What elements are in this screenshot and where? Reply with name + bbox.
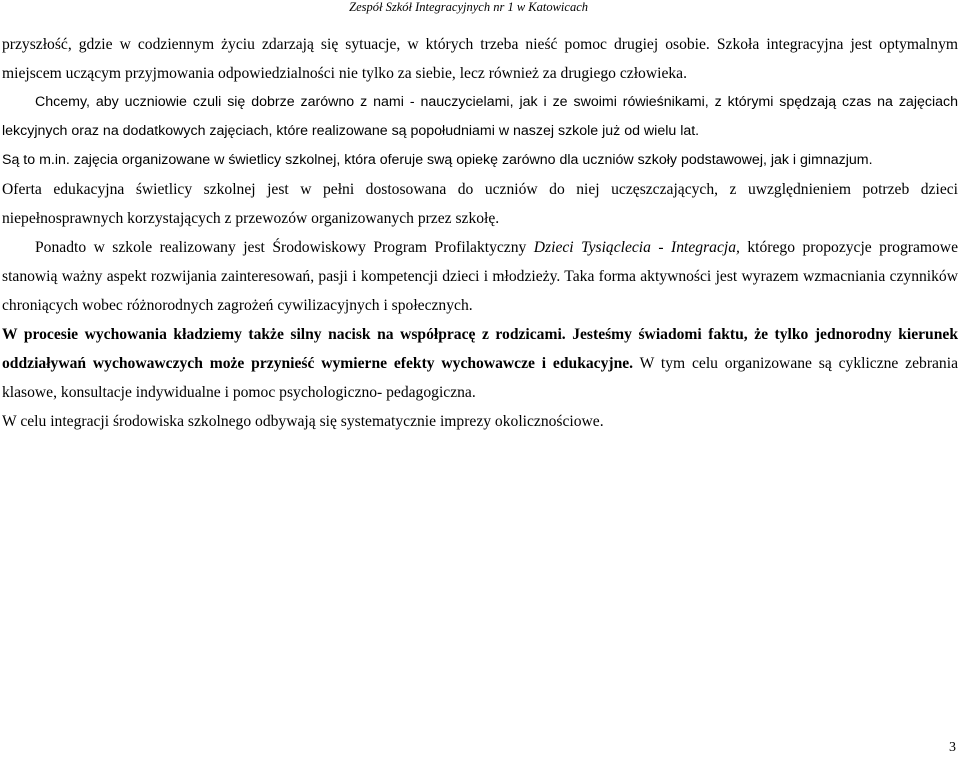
paragraph-students-wellbeing: Chcemy, aby uczniowie czuli się dobrze zarówno z nami - nauczycielami, jak i ze swoimi rówieśnikami, z którymi spędzają czas na zajęciach lekcyjnych oraz na dodatkowych zajęciach, które realizowane są popołudniami w naszej szkole już od wielu lat. [2,94,958,139]
prevention-program-text-start: Ponadto w szkole realizowany jest Środowiskowy Program Profilaktyczny [35,239,534,256]
paragraph-school-events: W celu integracji środowiska szkolnego odbywają się systematycznie imprezy okolicznościowe. [2,413,604,430]
parent-cooperation-emphasis: W procesie wychowania kładziemy także silny nacisk na współpracę z rodzicami. Jesteśmy świadomi faktu, że tylko jednorodny kierunek oddziaływań wychowawczych może przynieść wymierne efekty wychowawcze i edukacyjne. [2,326,958,372]
prevention-program-title: Dzieci Tysiąclecia - Integracja, [533,239,740,256]
parent-cooperation-details: W tym celu organizowane są cykliczne zebrania klasowe, konsultacje indywidualne i pomoc psychologiczno- pedagogiczna. [2,355,958,401]
running-header [0,0,960,14]
paragraph-parent-cooperation [2,320,958,407]
prevention-program-text-end: którego propozycje programowe stanowią ważny aspekt rozwijania zainteresowań, pasji i kompetencji dzieci i młodzieży. Taka forma aktywności jest wyrazem wzmacniania czynników chroniących wobec różnorodnych zagrożeń cywilizacyjnych i społecznych. [2,239,958,314]
paragraph-prevention-program [2,233,958,320]
paragraph-responsibility: przyszłość, gdzie w codziennym życiu zdarzają się sytuacje, w których trzeba nieść pomoc drugiej osobie. Szkoła integracyjna jest optymalnym miejscem uczącym przyjmowania odpowiedzialności nie tylko za siebie, lecz również za drugiego człowieka. [2,36,958,82]
document-body [2,30,958,436]
paragraph-common-room-offer: Oferta edukacyjna świetlicy szkolnej jest w pełni dostosowana do uczniów do niej uczęszczających, z uwzględnieniem potrzeb dzieci niepełnosprawnych korzystających z przewozów organizowanych przez szkołę. [2,181,958,227]
header-title: Zespół Szkół Integracyjnych nr 1 w Katowicach [349,0,588,14]
page-number: 3 [949,740,956,755]
paragraph-common-room: Są to m.in. zajęcia organizowane w świetlicy szkolnej, która oferuje swą opiekę zarówno dla uczniów szkoły podstawowej, jak i gimnazjum. [2,152,873,168]
